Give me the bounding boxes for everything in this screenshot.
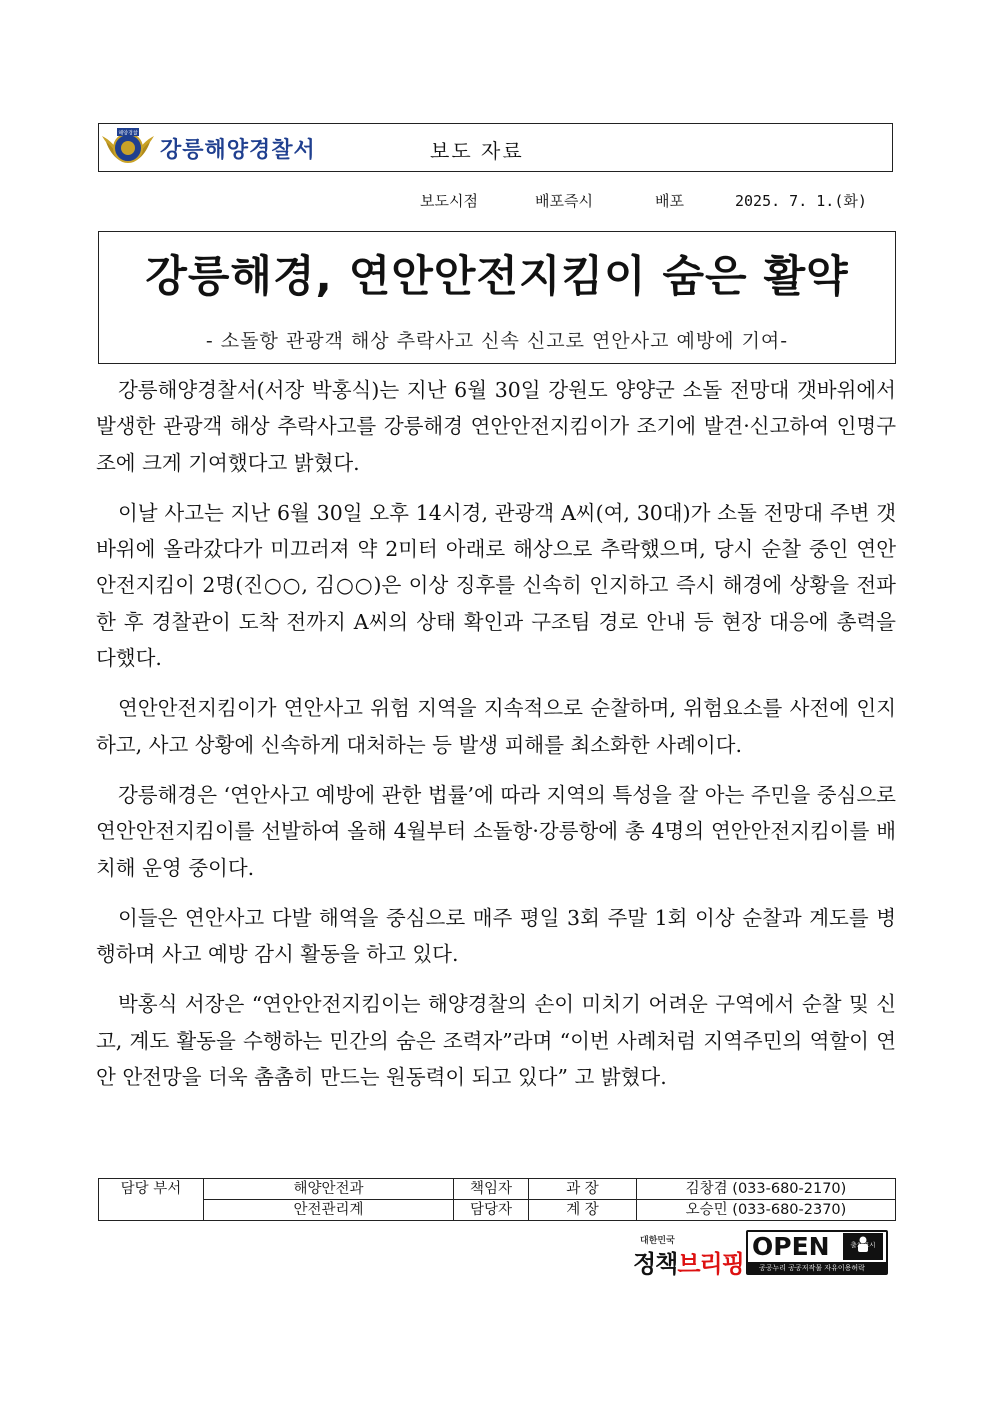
subheadline: - 소돌항 관광객 해상 추락사고 신속 신고로 연안사고 예방에 기여- [205, 330, 789, 352]
table-row [99, 1179, 896, 1200]
contact-table [98, 1178, 896, 1221]
policy-briefing-logo [633, 1244, 744, 1279]
article-body [96, 372, 896, 1109]
paragraph: 연안안전지킴이가 연안사고 위험 지역을 지속적으로 순찰하며, 위험요소를 사전에 인지하고, 사고 상황에 신속하게 대처하는 등 발생 피해를 최소화한 사례이다. [96, 696, 896, 757]
table-row [99, 1200, 896, 1221]
korea-label: 대한민국 [640, 1236, 675, 1246]
distribution-label: 배포 [655, 192, 684, 210]
contact-person-cell: 오승민 (033-680-2370) [637, 1200, 896, 1221]
doc-type-label: 보도 자료 [430, 139, 524, 163]
paragraph: 이날 사고는 지난 6월 30일 오후 14시경, 관광객 A씨(여, 30대)가 소돌 전망대 주변 갯바위에 올라갔다가 미끄러져 약 2미터 아래로 해상으로 추락했으며, 당시 순찰 중인 연안안전지킴이 2명(진○○, 김○○)은 이상 징후를 신속히 인지하고 즉시 해경에 상황을 전파한 후 경찰관이 도착 전까지 A씨의 상태 확인과 구조팀 경로 안내 등 현장 대응에 총력을 다했다. [96, 500, 896, 671]
open-logo-text: OPEN [752, 1232, 830, 1261]
rank-cell: 과 장 [529, 1179, 637, 1200]
team-name-cell: 안전관리계 [204, 1200, 454, 1221]
briefing-word-black: 정책 [633, 1250, 678, 1278]
rank-cell: 계 장 [529, 1200, 637, 1221]
dept-label-cell: 담당 부서 [99, 1179, 204, 1221]
attribution-icon [843, 1233, 883, 1260]
staff-label-cell: 담당자 [454, 1200, 529, 1221]
release-date: 2025. 7. 1.(화) [735, 192, 867, 210]
release-time-value: 배포즉시 [535, 192, 593, 210]
responsible-label-cell: 책임자 [454, 1179, 529, 1200]
briefing-word-red: 브리핑 [677, 1250, 744, 1278]
coast-guard-emblem-icon [100, 126, 156, 170]
paragraph: 박홍식 서장은 “연안안전지킴이는 해양경찰의 손이 미치기 어려운 구역에서 순찰 및 신고, 계도 활동을 수행하는 민간의 숨은 조력자”라며 “이번 사례처럼 지역주민의 역할이 연안 안전망을 더욱 촘촘히 만드는 원동력이 되고 있다” 고 밝혔다. [96, 992, 896, 1090]
paragraph: 강릉해경은 ‘연안사고 예방에 관한 법률’에 따라 지역의 특성을 잘 아는 주민을 중심으로 연안안전지킴이를 선발하여 올해 4월부터 소돌항·강릉항에 총 4명의 연안안전지킴이를 배치해 운영 중이다. [96, 782, 896, 880]
paragraph: 이들은 연안사고 다발 해역을 중심으로 매주 평일 3회 주말 1회 이상 순찰과 계도를 병행하며 사고 예방 감시 활동을 하고 있다. [96, 905, 896, 967]
paragraph: 강릉해양경찰서(서장 박홍식)는 지난 6월 30일 강원도 양양군 소돌 전망대 갯바위에서 발생한 관광객 해상 추락사고를 강릉해경 연안안전지킴이가 조기에 발견·신고하여 인명구조에 크게 기여했다고 밝혔다. [96, 378, 896, 475]
contact-person-cell: 김창겸 (033-680-2170) [637, 1179, 896, 1200]
attribution-label: 출처표시 [850, 1241, 876, 1249]
open-license-caption: 공공누리 공공저작물 자유이용허락 [747, 1262, 887, 1274]
emblem-label: 해양경찰 [118, 130, 138, 137]
release-time-label: 보도시점 [420, 192, 478, 210]
org-name: 강릉해양경찰서 [160, 138, 316, 163]
headline: 강릉해경, 연안안전지킴이 숨은 활약 [145, 252, 849, 302]
dept-name-cell: 해양안전과 [204, 1179, 454, 1200]
